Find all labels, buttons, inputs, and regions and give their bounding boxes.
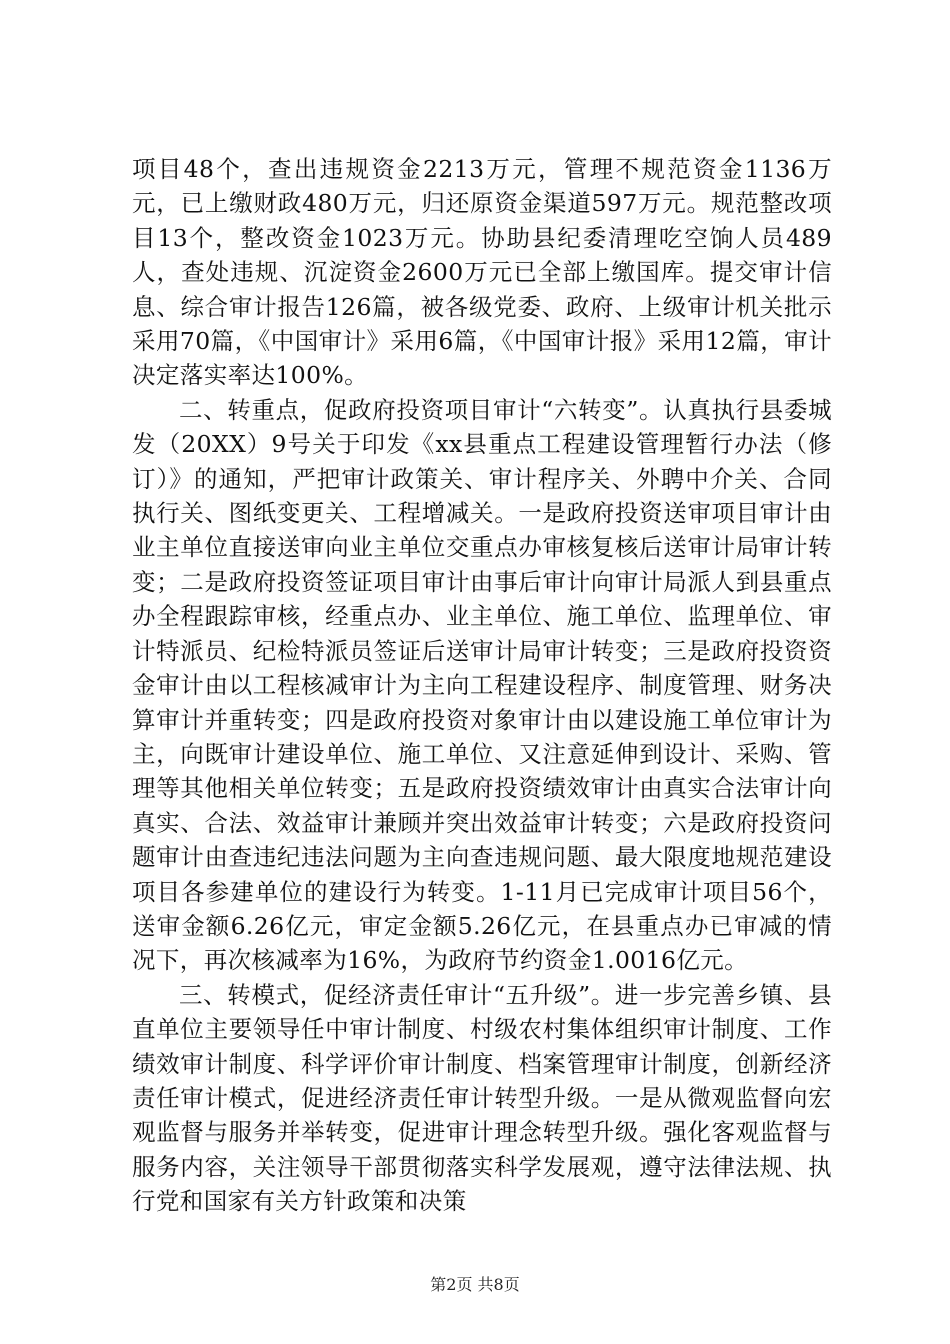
page-footer: 第2页 共8页	[430, 1275, 520, 1294]
document-body	[132, 152, 832, 1219]
paragraph-section-two: 二、转重点，促政府投资项目审计“六转变”。认真执行县委城发（20XX）9号关于印发《xx县重点工程建设管理暂行办法（修订）》的通知，严把审计政策关、审计程序关、外聘中介关、合同执行关、图纸变更关、工程增减关。一是政府投资送审项目审计由业主单位直接送审向业主单位交重点办审核复核后送审计局审计转变；二是政府投资签证项目审计由事后审计向审计局派人到县重点办全程跟踪审核，经重点办、业主单位、施工单位、监理单位、审计特派员、纪检特派员签证后送审计局审计转变；三是政府投资资金审计由以工程核减审计为主向工程建设程序、制度管理、财务决算审计并重转变；四是政府投资对象审计由以建设施工单位审计为主，向既审计建设单位、施工单位、又注意延伸到设计、采购、管理等其他相关单位转变；五是政府投资绩效审计由真实合法审计向真实、合法、效益审计兼顾并突出效益审计转变；六是政府投资问题审计由查违纪违法问题为主向查违规问题、最大限度地规范建设项目各参建单位的建设行为转变。1-11月已完成审计项目56个，送审金额6.26亿元，审定金额5.26亿元，在县重点办已审减的情况下，再次核减率为16%，为政府节约资金1.0016亿元。	[132, 395, 832, 975]
paragraph-continuation: 项目48个，查出违规资金2213万元，管理不规范资金1136万元，已上缴财政480万元，归还原资金渠道597万元。规范整改项目13个，整改资金1023万元。协助县纪委清理吃空饷人员489人，查处违规、沉淀资金2600万元已全部上缴国库。提交审计信息、综合审计报告126篇，被各级党委、政府、上级审计机关批示采用70篇，《中国审计》采用6篇，《中国审计报》采用12篇，审计决定落实率达100%。	[132, 155, 832, 390]
paragraph-section-three: 三、转模式，促经济责任审计“五升级”。进一步完善乡镇、县直单位主要领导任中审计制度、村级农村集体组织审计制度、工作绩效审计制度、科学评价审计制度、档案管理审计制度，创新经济责任审计模式，促进经济责任审计转型升级。一是从微观监督向宏观监督与服务并举转变，促进审计理念转型升级。强化客观监督与服务内容，关注领导干部贯彻落实科学发展观，遵守法律法规、执行党和国家有关方针政策和决策	[132, 980, 832, 1216]
